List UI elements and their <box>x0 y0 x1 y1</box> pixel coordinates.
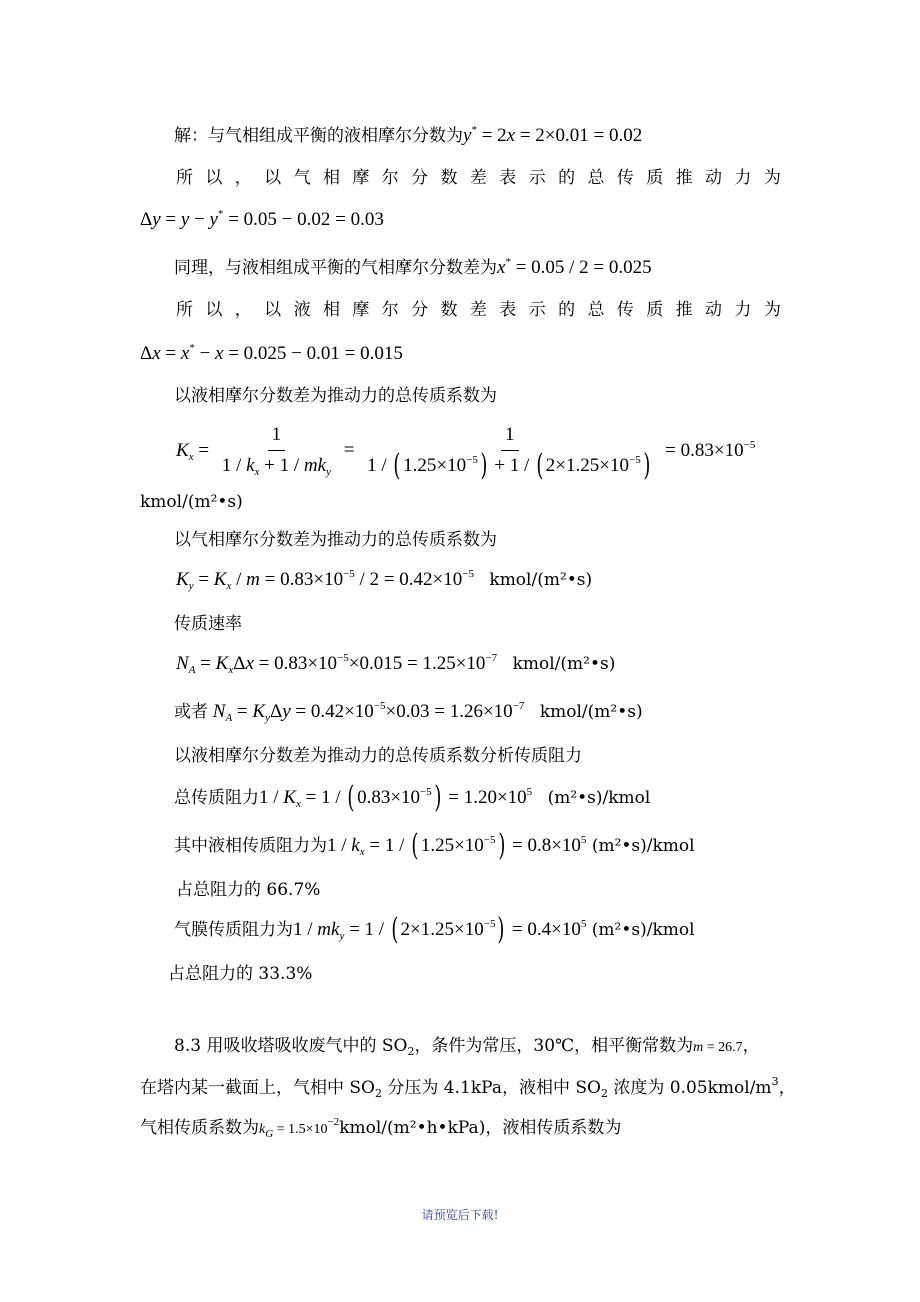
l5-char: 以 <box>264 300 282 320</box>
l2-char: 尔 <box>381 168 399 188</box>
equation-8: $N_A = K_y\Delta y = 0.42\times 10^{-5}\times 0.03 = 1.26\times 10^{-7}$ <box>212 700 525 724</box>
l2-char: 总 <box>587 168 605 188</box>
l2-char: 力 <box>734 168 752 188</box>
l5-char: 动 <box>705 300 723 320</box>
l5-char: 摩 <box>352 300 370 320</box>
l5-char: 的 <box>558 300 576 320</box>
l2-char: 传 <box>616 168 634 188</box>
l2-char: 数 <box>440 168 458 188</box>
l2-char: 气 <box>293 168 311 188</box>
text-line-11: $K_y = K_x / m = 0.83\times 10^{-5} / 2 = 0.42\times 10^{-5}$ kmol/(m²•s) <box>176 568 593 592</box>
equation-3: x* = 0.05 / 2 = 0.025 <box>497 256 652 278</box>
l5-char: 传 <box>616 300 634 320</box>
equation-7: $N_A = K_x\Delta x = 0.83\times 10^{-5}\times 0.015 = 1.25\times 10^{-7}$ <box>176 652 498 676</box>
l2-char: 以 <box>205 168 223 188</box>
equation-9: $1 / K_x = 1$ / ( $0.83\times 10^{-5}) = 1.20\times 10^5$ <box>259 780 533 815</box>
equation-1: y* = 2x = 2×0.01 = 0.02 <box>463 124 643 146</box>
equation-12: m <box>693 1040 704 1055</box>
problem-8-3-line-2: 在塔内某一截面上，气相中 $SO_2$ 分压为 4.1kPa，液相中 $SO_2$ 浓度为 $0.05kmol/m^3$， <box>140 1075 796 1100</box>
l5-char: 总 <box>587 300 605 320</box>
text-line-9-unit: kmol/(m²•s) <box>140 492 243 512</box>
l2-char: 分 <box>411 168 429 188</box>
text-line-5 <box>176 298 781 322</box>
equation-10: $1 / k_x = 1$ / ( $1.25\times 10^{-5}) = 0.8\times 10^5$ <box>327 828 587 863</box>
l2-char: 的 <box>558 168 576 188</box>
l5-char: 为 <box>763 300 781 320</box>
l2-char: 相 <box>322 168 340 188</box>
l2-char: 示 <box>528 168 546 188</box>
equation-13: $k_G = 1.5\times 10^{-2}$ <box>259 1116 340 1140</box>
equation-2: Δy = y − y* = 0.05 − 0.02 = 0.03 <box>140 208 384 230</box>
l5-char: 相 <box>322 300 340 320</box>
l2-char: 为 <box>763 168 781 188</box>
text-line-12: 传质速率 <box>174 614 242 634</box>
text-line-15: 以液相摩尔分数差为推动力的总传质系数分析传质阻力 <box>174 746 582 766</box>
equation-5: $K_x$ = $\frac{1}{1 / k_x + 1 / mk_y}$ = $\frac{1}{1 / ( 1.25\times 10^{-5}) + 1 / ( 2\times 1.25\times 10^{-5})}$ = $0.83\times 10^{-5}$ <box>176 424 756 483</box>
text-line-7: 以液相摩尔分数差为推动力的总传质系数为 <box>174 386 497 406</box>
l5-char: 液 <box>293 300 311 320</box>
text-line-17: 其中液相传质阻力为$1 / k_x = 1$ / ( $1.25\times 10^{-5}) = 0.8\times 10^5$ (m²•s)/kmol <box>174 828 695 863</box>
text-line-13: $N_A = K_x\Delta x = 0.83\times 10^{-5}\times 0.015 = 1.25\times 10^{-7}$ kmol/(m²•s) <box>176 652 616 676</box>
text-line-4: 同理，与液相组成平衡的气相摩尔分数差为x* = 0.05 / 2 = 0.025 <box>174 256 652 278</box>
l2-char: ， <box>234 168 252 188</box>
text-line-16: 总传质阻力$1 / K_x = 1$ / ( $0.83\times 10^{-5}) = 1.20\times 10^5$ (m²•s)/kmol <box>174 780 651 815</box>
text-line-19: 气膜传质阻力为$1 / mk_y = 1$ / ( $2\times 1.25\times 10^{-5}) = 0.4\times 10^5$ (m²•s)/kmol <box>174 912 695 947</box>
equation-4: Δx = x* − x = 0.025 − 0.01 = 0.015 <box>140 342 403 364</box>
text-line-14: 或者 $N_A = K_y\Delta y = 0.42\times 10^{-5}\times 0.03 = 1.26\times 10^{-7}$ kmol/(m²•s) <box>174 700 643 724</box>
l5-char: 以 <box>205 300 223 320</box>
l5-char: 分 <box>411 300 429 320</box>
l2-char: 质 <box>646 168 664 188</box>
l2-char: 所 <box>176 168 193 188</box>
footer-download-note: 请预览后下载! <box>421 1208 499 1222</box>
problem-8-3-line-1: 8.3 用吸收塔吸收废气中的 $SO_2$，条件为常压，30℃，相平衡常数为m = 26.7， <box>174 1036 760 1058</box>
l2-char: 动 <box>705 168 723 188</box>
l5-char: 差 <box>469 300 487 320</box>
l5-char: 示 <box>528 300 546 320</box>
l5-char: 所 <box>176 300 193 320</box>
equation-6: $K_y = K_x / m = 0.83\times 10^{-5} / 2 = 0.42\times 10^{-5}$ <box>176 568 474 592</box>
text-line-2 <box>176 166 781 190</box>
l2-char: 差 <box>469 168 487 188</box>
l5-char: 数 <box>440 300 458 320</box>
l2-char: 表 <box>499 168 517 188</box>
text-line-10: 以气相摩尔分数差为推动力的总传质系数为 <box>174 530 497 550</box>
text-line-18: 占总阻力的 66.7% <box>176 880 321 900</box>
l5-char: 尔 <box>381 300 399 320</box>
l5-char: ， <box>234 300 252 320</box>
text-line-1: 解：与气相组成平衡的液相摩尔分数为y* = 2x = 2×0.01 = 0.02 <box>174 124 643 146</box>
l5-char: 推 <box>675 300 693 320</box>
l2-char: 摩 <box>352 168 370 188</box>
l2-char: 以 <box>264 168 282 188</box>
l2-char: 推 <box>675 168 693 188</box>
l5-char: 质 <box>646 300 664 320</box>
equation-11: $1 / mk_y = 1$ / ( $2\times 1.25\times 10^{-5}) = 0.4\times 10^5$ <box>293 912 587 947</box>
problem-8-3-line-3: 气相传质系数为$k_G$ = $1.5\times 10^{-2}kmol/(m^2•h•kPa)$，液相传质系数为 <box>140 1116 622 1140</box>
text-line-20: 占总阻力的 33.3% <box>168 964 313 984</box>
l5-char: 力 <box>734 300 752 320</box>
l5-char: 表 <box>499 300 517 320</box>
